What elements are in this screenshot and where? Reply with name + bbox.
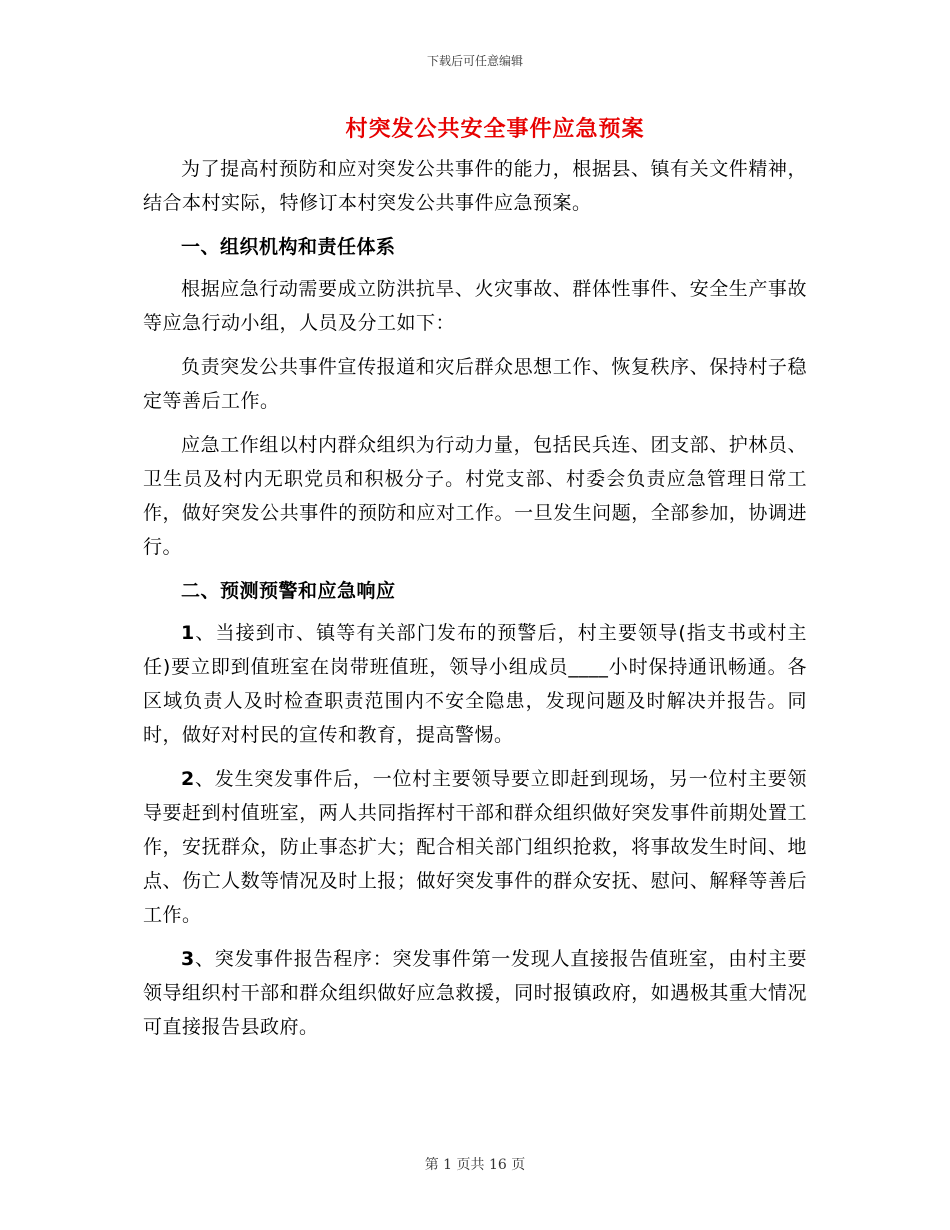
- page-footer: 第 1 页共 16 页: [424, 1157, 526, 1173]
- section-2-heading: 二、预测预警和应急响应: [181, 580, 396, 602]
- section-1-heading: 一、组织机构和责任体系: [181, 236, 396, 258]
- item-number: 1: [181, 622, 195, 644]
- section-2-item: [143, 616, 807, 752]
- page-header: 下载后可任意编辑: [426, 54, 523, 68]
- section-2-item: [143, 942, 807, 1044]
- item-text: 、发生突发事件后，一位村主要领导要立即赶到现场，另一位村主要领导要赶到村值班室，两人共同指挥村干部和群众组织做好突发事件前期处置工作，安抚群众，防止事态扩大；配合相关部门组织抢救，将事故发生时间、地点、伤亡人数等情况及时上报；做好突发事件的群众安抚、慰问、解释等善后工作。: [143, 768, 807, 926]
- item-number: 2: [181, 768, 195, 790]
- intro-paragraph: 为了提高村预防和应对突发公共事件的能力，根据县、镇有关文件精神，结合本村实际，特修订本村突发公共事件应急预案。: [143, 158, 807, 214]
- document-body: [143, 152, 807, 1054]
- item-text: 、突发事件报告程序：突发事件第一发现人直接报告值班室，由村主要领导组织村干部和群众组织做好应急救援，同时报镇政府，如遇极其重大情况可直接报告县政府。: [143, 948, 807, 1038]
- document-title: 村突发公共安全事件应急预案: [345, 117, 645, 142]
- item-number: 3: [181, 948, 195, 970]
- section-1-paragraph: 应急工作组以村内群众组织为行动力量，包括民兵连、团支部、护林员、卫生员及村内无职党员和积极分子。村党支部、村委会负责应急管理日常工作，做好突发公共事件的预防和应对工作。一旦发生问题，全部参加，协调进行。: [143, 434, 807, 558]
- section-1-paragraph: 负责突发公共事件宣传报道和灾后群众思想工作、恢复秩序、保持村子稳定等善后工作。: [143, 356, 807, 412]
- section-1-paragraph: 根据应急行动需要成立防洪抗旱、火灾事故、群体性事件、安全生产事故等应急行动小组，人员及分工如下：: [143, 278, 807, 334]
- item-text: 、当接到市、镇等有关部门发布的预警后，村主要领导(指支书或村主任)要立即到值班室在岗带班值班，领导小组成员____小时保持通讯畅通。各区域负责人及时检查职责范围内不安全隐患，发现问题及时解决并报告。同时，做好对村民的宣传和教育，提高警惕。: [143, 622, 807, 746]
- section-2-item: [143, 762, 807, 932]
